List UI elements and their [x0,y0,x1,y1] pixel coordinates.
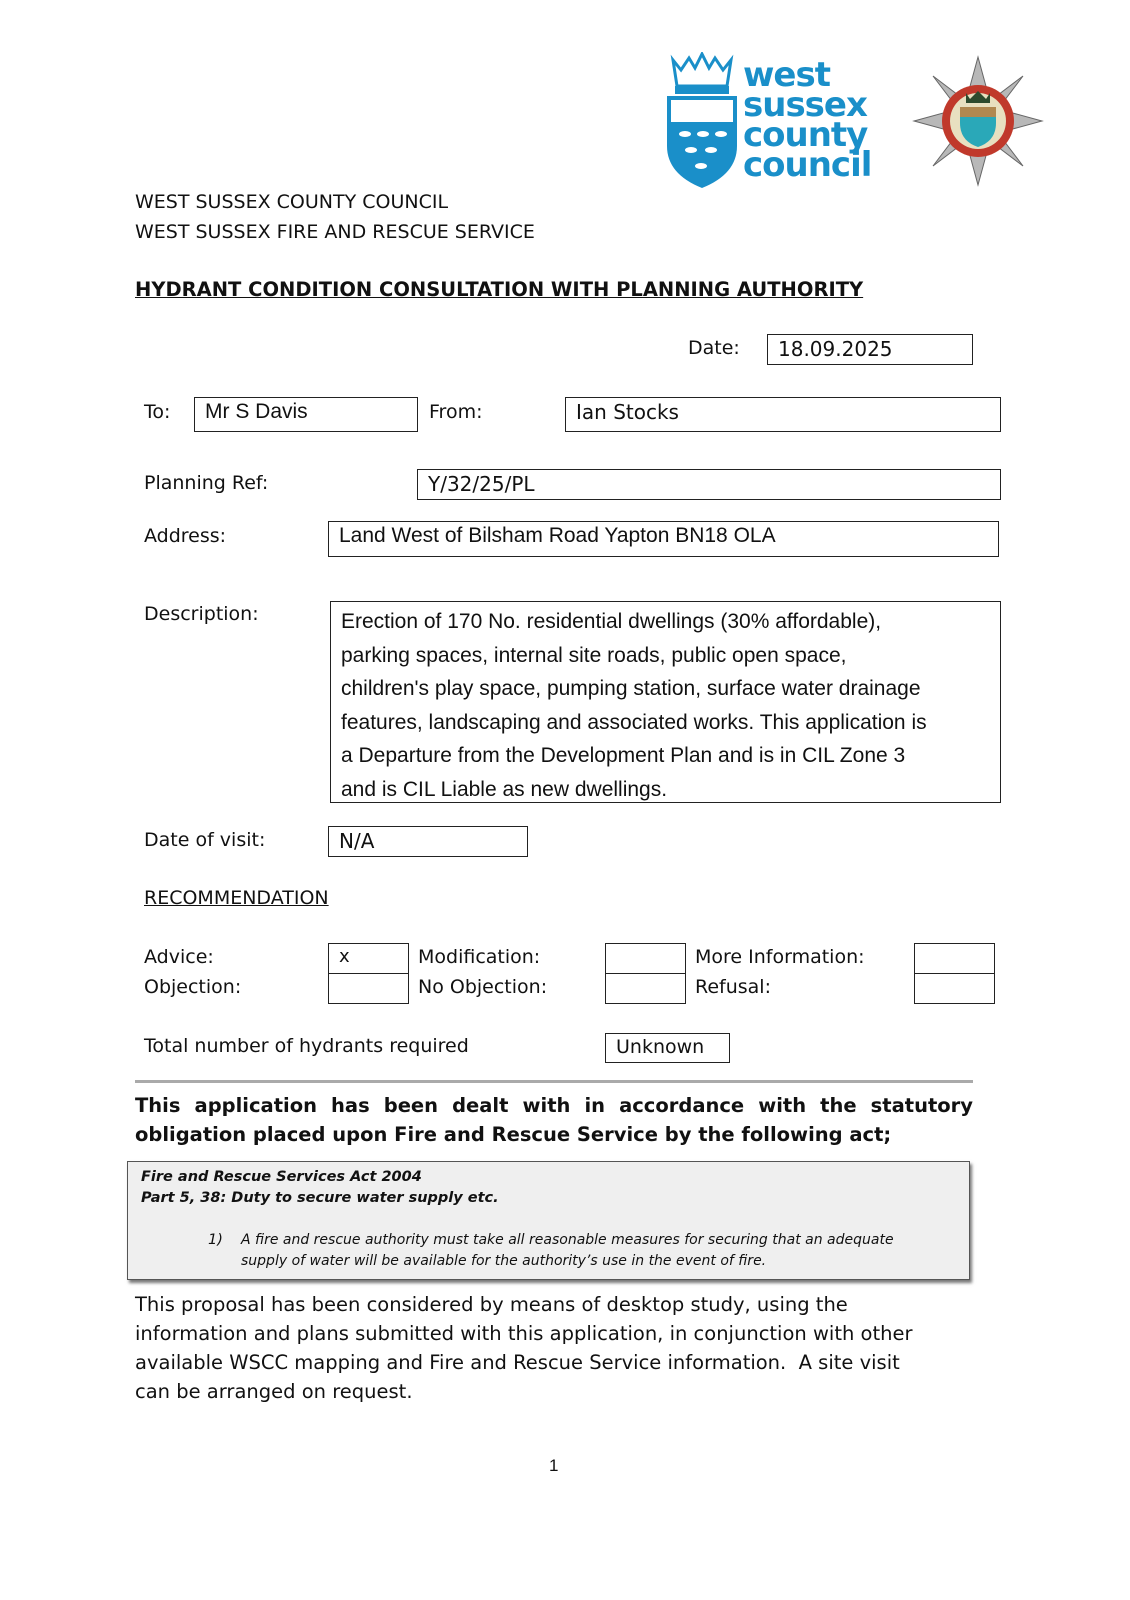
date-label: Date: [688,337,740,359]
advice-label: Advice: [144,946,214,968]
from-label: From: [429,401,483,423]
recommendation-heading: RECOMMENDATION [144,887,329,909]
date-of-visit-label: Date of visit: [144,829,266,851]
no-objection-label: No Objection: [418,976,548,998]
statutory-line: This application has been dealt with in accordance with the statutory [135,1094,973,1117]
logo-word: council [743,145,872,185]
planning-ref-field[interactable]: Y/32/25/PL [417,469,1001,500]
closing-line: This proposal has been considered by means of desktop study, using the [135,1293,848,1316]
statutory-line: obligation placed upon Fire and Rescue Service by the following act; [135,1123,892,1146]
act-item-number: 1) [208,1232,223,1248]
act-item-text: A fire and rescue authority must take all reasonable measures for securing that an adequate [241,1232,894,1248]
from-field[interactable]: Ian Stocks [565,397,1001,432]
address-label: Address: [144,525,227,547]
header-org-line: WEST SUSSEX COUNTY COUNCIL [135,191,449,213]
fire-rescue-badge-icon [912,55,1044,187]
date-field[interactable]: 18.09.2025 [767,334,973,365]
closing-paragraph [135,1290,975,1406]
logo-word: west [743,55,830,95]
objection-checkbox[interactable] [328,973,409,1004]
more-information-checkbox[interactable] [914,943,995,974]
objection-label: Objection: [144,976,242,998]
refusal-checkbox[interactable] [914,973,995,1004]
planning-ref-label: Planning Ref: [144,472,269,494]
modification-checkbox[interactable] [605,943,686,974]
page-title: HYDRANT CONDITION CONSULTATION WITH PLANNING AUTHORITY [135,278,864,301]
page-number: 1 [549,1456,559,1475]
hydrants-label: Total number of hydrants required [144,1035,469,1057]
act-excerpt-box [127,1161,970,1280]
statutory-statement [135,1091,973,1149]
council-crest-icon [665,52,739,188]
act-part: Part 5, 38: Duty to secure water supply etc. [141,1190,499,1206]
act-title: Fire and Rescue Services Act 2004 [141,1169,422,1185]
act-item-text: supply of water will be available for the authority’s use in the event of fire. [241,1253,767,1269]
advice-checkbox[interactable]: x [328,943,409,974]
hydrants-field[interactable]: Unknown [605,1033,730,1063]
closing-line: can be arranged on request. [135,1380,413,1403]
logo-word: county [743,115,868,155]
address-field[interactable]: Land West of Bilsham Road Yapton BN18 OLA [328,521,999,557]
description-field[interactable]: Erection of 170 No. residential dwellings (30% affordable), parking spaces, internal site roads, public open space, children's play space, pumping station, surface water drainage features, landscaping and associated works. This application is a Departure from the Development Plan and is in CIL Zone 3 and is CIL Liable as new dwellings. [330,601,1001,803]
divider [135,1080,973,1083]
to-label: To: [144,401,171,423]
to-field[interactable]: Mr S Davis [194,397,418,432]
logo-word: sussex [743,85,867,125]
more-information-label: More Information: [695,946,865,968]
refusal-label: Refusal: [695,976,771,998]
no-objection-checkbox[interactable] [605,973,686,1004]
modification-label: Modification: [418,946,541,968]
closing-line: available WSCC mapping and Fire and Rescue Service information. A site visit [135,1351,900,1374]
header-service-line: WEST SUSSEX FIRE AND RESCUE SERVICE [135,221,535,243]
closing-line: information and plans submitted with this application, in conjunction with other [135,1322,913,1345]
description-label: Description: [144,603,259,625]
date-of-visit-field[interactable]: N/A [328,826,528,857]
